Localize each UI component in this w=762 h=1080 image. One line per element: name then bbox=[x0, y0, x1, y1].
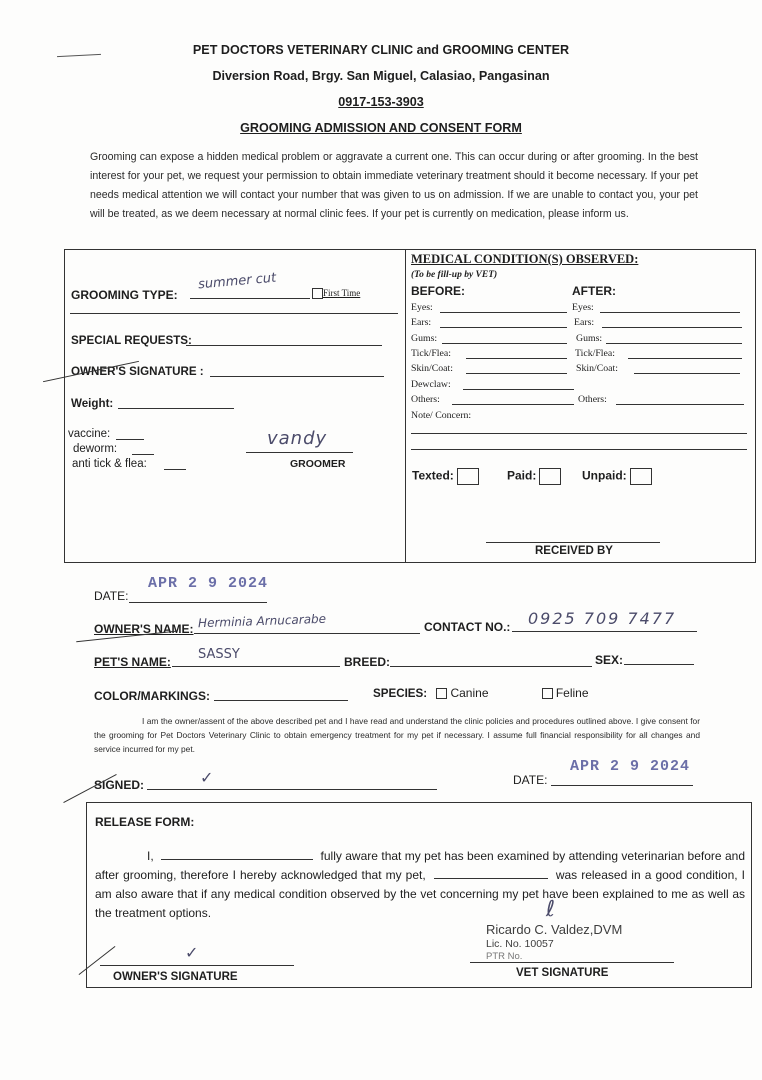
pet-name-value[interactable]: SASSY bbox=[198, 647, 240, 662]
feline-label: Feline bbox=[555, 686, 589, 700]
owner-signature-mark: ✓ bbox=[185, 943, 199, 962]
feline-checkbox[interactable] bbox=[542, 688, 553, 699]
note-line-2[interactable] bbox=[411, 449, 747, 450]
release-text-3: was released in a good condition, I am also aware that if any medical condition observed by the vet concerning my pet have been explained to me as well as the treatment options. bbox=[95, 868, 745, 920]
vaccine-label: vaccine: bbox=[68, 428, 111, 440]
color-line[interactable] bbox=[214, 686, 348, 701]
breed-line[interactable] bbox=[390, 652, 592, 667]
before-line-3[interactable] bbox=[442, 343, 567, 344]
contact-value[interactable]: 0925 709 7477 bbox=[528, 609, 677, 628]
owner-signature-line[interactable] bbox=[210, 362, 384, 377]
medical-title: MEDICAL CONDITION(S) OBSERVED: bbox=[411, 252, 639, 266]
color-label: COLOR/MARKINGS: bbox=[94, 689, 210, 703]
antitick-label: anti tick & flea: bbox=[72, 458, 147, 470]
groomer-line bbox=[246, 452, 353, 453]
owner-name-value[interactable]: Herminia Arnucarabe bbox=[197, 611, 327, 631]
release-text-2: fully aware that my pet has been examined by attending veterinarian before and after grooming, therefore I hereby acknowledged that my pet, bbox=[95, 849, 745, 882]
paid-label bbox=[507, 468, 561, 485]
texted-text: Texted: bbox=[412, 468, 454, 483]
after-line-2[interactable] bbox=[602, 327, 742, 328]
before-row-6: Dewclaw: bbox=[411, 379, 451, 390]
first-time-label: First Time bbox=[323, 288, 361, 298]
first-time-checkbox[interactable] bbox=[312, 288, 323, 299]
grooming-type-label: GROOMING TYPE: bbox=[71, 288, 178, 302]
groomer-name[interactable]: vandy bbox=[267, 428, 328, 449]
note-label: Note/ Concern: bbox=[411, 410, 472, 421]
contact-label: CONTACT NO.: bbox=[424, 620, 511, 634]
after-row-1: Eyes: bbox=[572, 302, 594, 313]
after-line-3[interactable] bbox=[606, 343, 742, 344]
consent-text bbox=[94, 714, 700, 756]
species-label: SPECIES: bbox=[373, 687, 428, 700]
vet-sig-line[interactable] bbox=[470, 962, 674, 963]
consent-date-stamp: APR 2 9 2024 bbox=[570, 758, 691, 775]
clinic-address: Diversion Road, Brgy. San Miguel, Calasiao, Pangasinan bbox=[212, 69, 550, 83]
special-requests-label: SPECIAL REQUESTS: bbox=[71, 334, 192, 347]
form-title: GROOMING ADMISSION AND CONSENT FORM bbox=[240, 121, 522, 135]
after-row-6: Others: bbox=[578, 394, 607, 405]
vet-lic: Lic. No. 10057 bbox=[486, 938, 554, 950]
owner-name-label: OWNER'S NAME: bbox=[94, 622, 194, 636]
unpaid-label bbox=[582, 468, 652, 485]
vet-name: Ricardo C. Valdez,DVM bbox=[486, 922, 623, 937]
clinic-phone: 0917-153-3903 bbox=[338, 95, 424, 109]
note-line-1[interactable] bbox=[411, 433, 747, 434]
antitick-line[interactable] bbox=[164, 457, 186, 470]
grooming-type-value[interactable]: summer cut bbox=[197, 270, 277, 293]
date-stamp: APR 2 9 2024 bbox=[148, 575, 269, 592]
before-line-4[interactable] bbox=[466, 358, 567, 359]
vet-signature: ℓ bbox=[546, 897, 556, 922]
paid-checkbox[interactable] bbox=[539, 468, 561, 485]
weight-line[interactable] bbox=[118, 394, 234, 409]
vet-ptr: PTR No. bbox=[486, 951, 523, 962]
sex-label: SEX: bbox=[595, 653, 624, 667]
breed-label: BREED: bbox=[344, 655, 391, 669]
after-line-4[interactable] bbox=[628, 358, 742, 359]
after-line-6[interactable] bbox=[616, 404, 744, 405]
before-line-7[interactable] bbox=[452, 404, 574, 405]
groomer-label: GROOMER bbox=[290, 458, 346, 470]
release-text bbox=[95, 847, 745, 923]
after-line-5[interactable] bbox=[634, 373, 740, 374]
vaccine-line[interactable] bbox=[116, 427, 144, 440]
clinic-name: PET DOCTORS VETERINARY CLINIC and GROOMING CENTER bbox=[192, 43, 570, 57]
weight-label: Weight: bbox=[71, 397, 114, 410]
consent-paragraph: I am the owner/assent of the above described pet and I have read and understand the clinic policies and procedures outlined above. I give consent for the grooming for Pet Doctors Veterinary Clinic to obtain emergency treatment for my pet if necessary. I assume full financial responsibility for all changes and service incurred for my pet. bbox=[94, 716, 700, 754]
special-requests-line[interactable] bbox=[186, 331, 382, 346]
release-name-line[interactable] bbox=[161, 847, 313, 860]
consent-date-label: DATE: bbox=[513, 773, 548, 787]
deworm-line[interactable] bbox=[132, 442, 154, 455]
unpaid-checkbox[interactable] bbox=[630, 468, 652, 485]
release-text-1: I, bbox=[147, 849, 154, 863]
received-by-line[interactable] bbox=[486, 542, 660, 543]
signed-label: SIGNED: bbox=[94, 778, 145, 792]
species-row bbox=[373, 686, 589, 700]
box-divider bbox=[405, 250, 406, 562]
owner-sig-line[interactable] bbox=[100, 965, 294, 966]
before-row-1: Eyes: bbox=[411, 302, 433, 313]
before-row-2: Ears: bbox=[411, 317, 432, 328]
before-line-2[interactable] bbox=[440, 327, 567, 328]
after-row-2: Ears: bbox=[574, 317, 595, 328]
before-row-7: Others: bbox=[411, 394, 440, 405]
release-pet-line[interactable] bbox=[434, 866, 548, 879]
pet-name-label: PET'S NAME: bbox=[94, 655, 171, 669]
before-line-6[interactable] bbox=[463, 389, 574, 390]
release-title: RELEASE FORM: bbox=[95, 815, 195, 829]
before-line-5[interactable] bbox=[466, 373, 567, 374]
after-row-4: Tick/Flea: bbox=[575, 348, 615, 359]
signed-signature: ✓ bbox=[200, 768, 214, 787]
deworm-label: deworm: bbox=[73, 443, 118, 455]
signed-line[interactable] bbox=[147, 775, 437, 790]
before-row-3: Gums: bbox=[411, 333, 438, 344]
medical-subtitle: (To be fill-up by VET) bbox=[411, 270, 498, 280]
after-row-3: Gums: bbox=[576, 333, 603, 344]
date-label: DATE: bbox=[94, 589, 129, 603]
intro-paragraph: Grooming can expose a hidden medical problem or aggravate a current one. This can occur during or after grooming. In the best interest for your pet, we request your permission to obtain immediate veterinary treatment should it become necessary. If your pet needs medical attention we will contact your number that was given to us on admission. If we are unable to contact you, your pet will be treated, as we deem necessary at normal clinic fees. If your pet is currently on medication, please inform us. bbox=[90, 151, 698, 220]
unpaid-text: Unpaid: bbox=[582, 468, 627, 483]
texted-label bbox=[412, 468, 479, 485]
texted-checkbox[interactable] bbox=[457, 468, 479, 485]
before-line-1[interactable] bbox=[440, 312, 567, 313]
sex-line[interactable] bbox=[624, 650, 694, 665]
before-row-4: Tick/Flea: bbox=[411, 348, 451, 359]
paid-text: Paid: bbox=[507, 468, 537, 483]
before-label: BEFORE: bbox=[411, 284, 465, 298]
canine-checkbox[interactable] bbox=[436, 688, 447, 699]
after-label: AFTER: bbox=[572, 284, 616, 298]
before-row-5: Skin/Coat: bbox=[411, 363, 453, 374]
received-by-label: RECEIVED BY bbox=[535, 545, 613, 557]
owner-signature-label: OWNER'S SIGNATURE : bbox=[71, 365, 204, 378]
owner-sig-label: OWNER'S SIGNATURE bbox=[113, 971, 238, 983]
grooming-type-extra-line bbox=[70, 313, 398, 314]
canine-label: Canine bbox=[450, 686, 489, 700]
after-row-5: Skin/Coat: bbox=[576, 363, 618, 374]
after-line-1[interactable] bbox=[600, 312, 740, 313]
vet-sig-label: VET SIGNATURE bbox=[516, 967, 609, 979]
